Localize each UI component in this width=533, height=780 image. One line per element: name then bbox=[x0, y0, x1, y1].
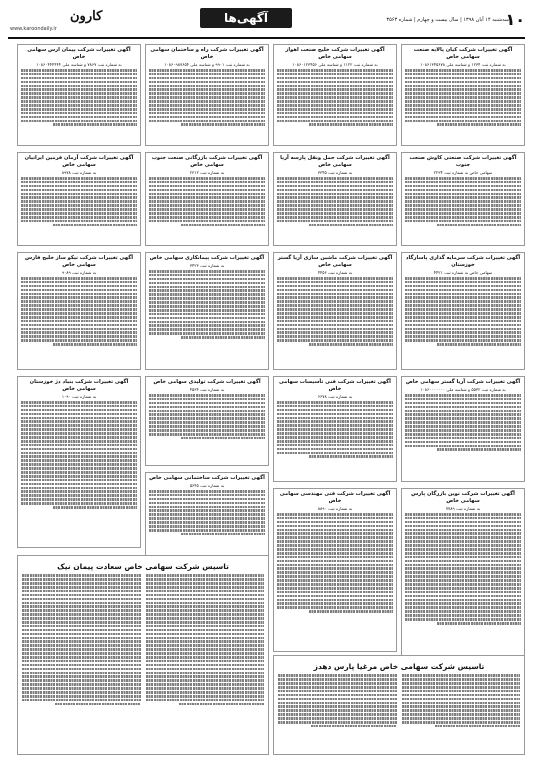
notice-box bbox=[17, 376, 141, 548]
notice-body-text bbox=[149, 394, 265, 439]
incorporation-notice-1 bbox=[17, 555, 269, 755]
notice-box bbox=[273, 152, 397, 246]
notice-box bbox=[401, 44, 525, 146]
notice-body-text bbox=[21, 69, 137, 126]
notice-title: آگهی تغییرات شرکت پیمان ارس سهامی خاص bbox=[27, 47, 131, 60]
masthead bbox=[8, 8, 158, 38]
notice-registration: به شماره ثبت ۷۸۶۷ و شناسه ملی ۱۰۸۶۰۴۴۴۴۴۴ bbox=[36, 62, 122, 67]
notice-box bbox=[145, 472, 269, 560]
notice-title: آگهی تغییرات شرکت صنعتی کاوش صنعت جنوب bbox=[409, 155, 517, 168]
notice-box bbox=[17, 44, 141, 146]
notice-body-text bbox=[278, 673, 397, 729]
notice-body-text bbox=[149, 270, 265, 339]
notice-title: آگهی تغییرات شرکت ماشین سازی آریا گستر سهامی خاص bbox=[277, 255, 393, 268]
notice-title: آگهی تغییرات شرکت راه و ساختمان سهامی خاص bbox=[150, 47, 264, 60]
notice-title: آگهی تغییرات شرکت نوین بازرگان پارس سهامی خاص bbox=[411, 491, 515, 504]
notice-box bbox=[145, 376, 269, 466]
notice-body-text bbox=[405, 277, 521, 346]
notice-title: آگهی تغییرات شرکت فنی تأسیسات سهامی خاص bbox=[279, 379, 391, 392]
notice-title: آگهی تغییرات شرکت پیمانکاری سهامی خاص bbox=[149, 255, 265, 261]
notice-title: آگهی تغییرات شرکت خلیج صنعت اهواز سهامی خاص bbox=[285, 47, 385, 60]
notice-body-text bbox=[149, 490, 265, 535]
notice-body-text bbox=[22, 573, 141, 707]
notice-body-text bbox=[21, 177, 137, 226]
notice-box bbox=[17, 152, 141, 246]
notice-registration: به شماره ثبت ۱۱۲۲ و شناسه ملی ۱۰۸۶۰۱۲۳۴۵۶ bbox=[292, 62, 378, 67]
notice-body-text bbox=[149, 177, 265, 226]
notice-box bbox=[401, 252, 525, 370]
notice-box bbox=[145, 152, 269, 246]
notice-title: آگهی تغییرات شرکت کیان پالایه صنعت سهامی خاص bbox=[413, 47, 513, 60]
section-banner: آگهی‌ها bbox=[200, 8, 292, 28]
notice-title: آگهی تغییرات شرکت آریا گستر سهامی خاص bbox=[405, 379, 521, 385]
website-url: www.karoondaily.ir bbox=[10, 26, 57, 32]
notice-title: آگهی تغییرات شرکت فنی مهندسی سهامی خاص bbox=[279, 491, 391, 504]
notice-body-text bbox=[146, 573, 265, 707]
notice-body-text bbox=[21, 277, 137, 346]
notice-body-text bbox=[405, 513, 521, 625]
notice-title: آگهی تغییرات شرکت بنیاد دژ خوزستان سهامی خاص bbox=[29, 379, 129, 392]
notice-body-text bbox=[277, 277, 393, 346]
notice-box bbox=[401, 376, 525, 482]
issue-info bbox=[315, 10, 525, 32]
page-header bbox=[8, 8, 525, 38]
notice-registration: به شماره ثبت ۳۳۴۵ bbox=[317, 170, 353, 175]
incorporation-notice-2 bbox=[273, 655, 525, 755]
notice-box bbox=[273, 488, 397, 652]
notice-title: آگهی تغییرات شرکت آرمان فرمین ایرانیان سهامی خاص bbox=[24, 155, 134, 168]
notice-body-text bbox=[277, 69, 393, 126]
notice-body-text bbox=[21, 401, 137, 509]
notice-title: آگهی تغییرات شرکت حمل ونقل پارسه آریا سهامی خاص bbox=[280, 155, 390, 168]
notice-body-text bbox=[277, 177, 393, 226]
notice-box bbox=[273, 376, 397, 482]
notice-body-text bbox=[405, 394, 521, 451]
notice-registration: به شماره ثبت ۴۵۳۴ bbox=[189, 387, 225, 392]
notice-registration: به شماره ثبت ۳۴۲۳ bbox=[189, 263, 225, 268]
notice-registration: به شماره ثبت ۱۲۳۴ و شناسه ملی ۱۰۸۶۱۳۴۵۶۷۸ bbox=[420, 62, 506, 67]
page-number: ۱۰ bbox=[505, 10, 525, 29]
notice-box bbox=[273, 252, 397, 370]
notice-title: آگهی تغییرات شرکت سرمایه گذاری پاسارگاد خوزستان bbox=[405, 255, 521, 268]
notice-registration: به شماره ثبت ۸۹۷۸ bbox=[61, 170, 97, 175]
dateline: سه‌شنبه ۱۴ آبان ۱۳۹۸ | سال بیست و چهارم | شماره ۳۵۶۳ bbox=[386, 17, 509, 23]
notice-registration: به شماره ثبت ۷۷۸۹ bbox=[445, 506, 481, 511]
notice-body-text bbox=[149, 69, 265, 126]
notice-registration: به شماره ثبت ۸۸۹۰ bbox=[317, 506, 353, 511]
notice-body-text bbox=[402, 673, 521, 729]
newspaper-logo: کارون bbox=[70, 9, 103, 24]
notice-registration: به شماره ثبت ۵۵۳۲ و شناسه ملی ۱۰۸۶۰۰۰۰۰۰۰ bbox=[420, 387, 506, 392]
notice-title: آگهی تغییرات شرکت ساختمانی سهامی خاص bbox=[149, 475, 265, 481]
notice-title: تاسیس شرکت سهامی خاص سعادت پیمان نیک bbox=[57, 562, 229, 571]
notice-registration: به شماره ثبت ۵۶۴۵ bbox=[189, 483, 225, 488]
notice-box bbox=[273, 44, 397, 146]
notice-registration: به شماره ثبت ۹۹۰۱ و شناسه ملی ۱۰۸۶۰۹۸۷۶۵۴ bbox=[164, 62, 250, 67]
notice-box bbox=[17, 252, 141, 370]
notice-title: آگهی تغییرات شرکت نیکو ساز خلیج فارس سهامی خاص bbox=[24, 255, 134, 268]
header-rule bbox=[8, 37, 525, 39]
notice-registration: به شماره ثبت ۱۰۹۰ bbox=[61, 394, 97, 399]
notice-box bbox=[145, 252, 269, 370]
notice-registration: به شماره ثبت ۶۶۷۸ bbox=[317, 394, 353, 399]
notice-title: آگهی تغییرات شرکت بازرگانی صنعت جنوب سهامی خاص bbox=[151, 155, 263, 168]
notice-registration: سهامی خاص به شماره ثبت ۴۴۲۱ bbox=[433, 270, 493, 275]
notice-box bbox=[145, 44, 269, 146]
notice-title: آگهی تغییرات شرکت تولیدی سهامی خاص bbox=[153, 379, 261, 385]
notice-box bbox=[401, 152, 525, 246]
notice-box bbox=[401, 488, 525, 664]
notice-body-text bbox=[405, 177, 521, 226]
notice-registration: سهامی خاص به شماره ثبت ۲۲۳۴ bbox=[433, 170, 493, 175]
notice-body-text bbox=[277, 513, 393, 613]
notice-body-text bbox=[277, 401, 393, 458]
notice-title: تاسیس شرکت سهامی خاص مرغیا پارس دهدز bbox=[313, 662, 485, 671]
notice-registration: به شماره ثبت ۲۳۱۲ bbox=[189, 170, 225, 175]
notice-registration: به شماره ثبت ۹۰۸۹ bbox=[61, 270, 97, 275]
notice-body-text bbox=[405, 69, 521, 126]
notice-registration: به شماره ثبت ۴۴۵۶ bbox=[317, 270, 353, 275]
